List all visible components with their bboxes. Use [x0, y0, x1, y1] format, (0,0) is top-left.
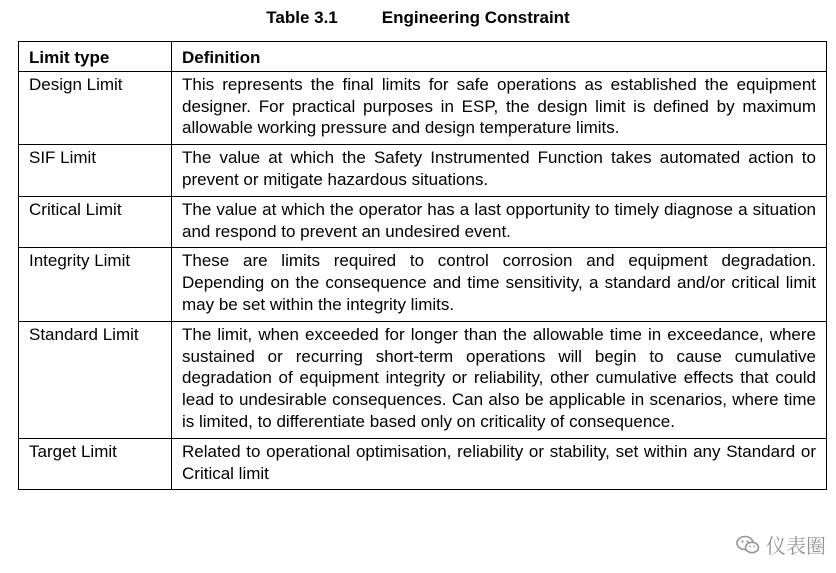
definition-cell: This represents the final limits for safe operations as established the equipment designer. For practical purposes in ESP, the design limit is defined by maximum allowable working pressure and design temperature limits. [172, 71, 827, 144]
table-number: Table 3.1 [266, 8, 338, 27]
table-row [19, 438, 827, 490]
definition-cell: These are limits required to control corrosion and equipment degradation. Depending on the consequence and time sensitivity, a standard and/or critical limit may be set within the integrity limits. [172, 248, 827, 321]
table-title: Engineering Constraint [381, 8, 570, 27]
table-caption [0, 7, 836, 29]
table-row [19, 196, 827, 248]
limit-type-cell: Integrity Limit [19, 248, 172, 321]
constraint-table [18, 41, 827, 490]
limit-type-cell: SIF Limit [19, 145, 172, 197]
watermark-text: 仪表圈 [766, 536, 826, 558]
limit-type-cell: Standard Limit [19, 321, 172, 438]
column-header-definition: Definition [172, 42, 827, 72]
table-row [19, 145, 827, 197]
limit-type-cell: Target Limit [19, 438, 172, 490]
definition-cell: The limit, when exceeded for longer than the allowable time in exceedance, where sustained or recurring short-term operations will begin to cause cumulative degradation of equipment integrity or reliability, other cumulative effects that could lead to undesirable consequences. Can also be applicable in scenarios, where time is limited, to differentiate based only on criticality of consequence. [172, 321, 827, 438]
watermark [736, 530, 826, 559]
definition-cell: Related to operational optimisation, reliability or stability, set within any Standard or Critical limit [172, 438, 827, 490]
limit-type-cell: Design Limit [19, 71, 172, 144]
definition-cell: The value at which the Safety Instrumented Function takes automated action to prevent or mitigate hazardous situations. [172, 145, 827, 197]
limit-type-cell: Critical Limit [19, 196, 172, 248]
table-row [19, 71, 827, 144]
definition-cell: The value at which the operator has a last opportunity to timely diagnose a situation and respond to prevent an undesired event. [172, 196, 827, 248]
wechat-icon [736, 535, 760, 555]
header-row [19, 42, 827, 72]
table-row [19, 321, 827, 438]
table-row [19, 248, 827, 321]
column-header-limit-type: Limit type [19, 42, 172, 72]
